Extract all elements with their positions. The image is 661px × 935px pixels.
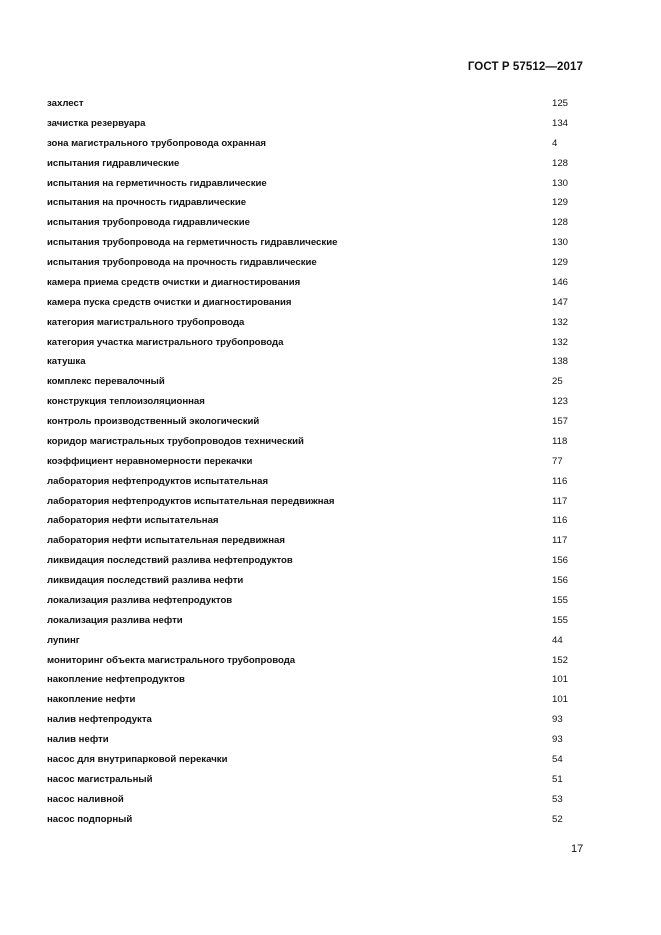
index-term: налив нефти bbox=[47, 734, 109, 745]
index-entry bbox=[47, 750, 587, 770]
index-term: коэффициент неравномерности перекачки bbox=[47, 455, 253, 467]
index-term: испытания трубопровода на герметичность гидравлические bbox=[47, 237, 338, 249]
index-entry bbox=[47, 432, 587, 452]
index-page-ref: 156 bbox=[552, 555, 569, 567]
index-entry bbox=[47, 511, 587, 531]
index-page-ref: 155 bbox=[552, 614, 569, 626]
index-page-ref: 128 bbox=[552, 217, 569, 229]
index-page-ref: 123 bbox=[552, 396, 569, 408]
index-page-ref: 147 bbox=[552, 296, 569, 308]
index-entry bbox=[47, 134, 587, 154]
index-term: захлест bbox=[47, 98, 84, 109]
index-page-ref: 146 bbox=[552, 276, 569, 288]
index-entry bbox=[47, 631, 587, 651]
index-entry bbox=[47, 313, 587, 333]
index-term: мониторинг объекта магистрального трубопровода bbox=[47, 654, 296, 666]
index-term: ликвидация последствий разлива нефтепродуктов bbox=[47, 555, 293, 567]
index-entry bbox=[47, 293, 587, 313]
index-page-ref: 138 bbox=[552, 356, 569, 368]
index-entry bbox=[47, 372, 587, 392]
index-page-ref: 93 bbox=[552, 734, 563, 745]
index-term: испытания трубопровода гидравлические bbox=[47, 217, 250, 229]
index-entry bbox=[47, 174, 587, 194]
index-entry bbox=[47, 253, 587, 273]
index-page-ref: 101 bbox=[552, 674, 569, 686]
index-page-ref: 129 bbox=[552, 197, 569, 209]
index-entry bbox=[47, 412, 587, 432]
index-entry bbox=[47, 591, 587, 611]
index-term: контроль производственный экологический bbox=[47, 416, 260, 427]
index-term: категория участка магистрального трубопровода bbox=[47, 336, 284, 348]
index-entry bbox=[47, 472, 587, 492]
index-term: коридор магистральных трубопроводов технический bbox=[47, 435, 304, 447]
index-entry bbox=[47, 94, 587, 114]
index-page-ref: 25 bbox=[552, 376, 563, 388]
index-term: лаборатория нефтепродуктов испытательная bbox=[47, 475, 269, 487]
index-entry bbox=[47, 770, 587, 790]
index-entry bbox=[47, 233, 587, 253]
index-term: накопление нефти bbox=[47, 694, 136, 706]
index-entry bbox=[47, 114, 587, 134]
index-term: насос наливной bbox=[47, 793, 124, 805]
index-page-ref: 77 bbox=[552, 455, 563, 467]
index-term: камера пуска средств очистки и диагностирования bbox=[47, 296, 292, 308]
index-page-ref: 101 bbox=[552, 694, 569, 706]
index-term: категория магистрального трубопровода bbox=[47, 316, 245, 328]
index-entry bbox=[47, 213, 587, 233]
index-page-ref: 51 bbox=[552, 773, 563, 785]
index-entry bbox=[47, 193, 587, 213]
index-page-ref: 44 bbox=[552, 634, 563, 646]
index-term: лаборатория нефти испытательная bbox=[47, 515, 219, 527]
index-entry bbox=[47, 392, 587, 412]
index-entry bbox=[47, 611, 587, 631]
index-term: лаборатория нефти испытательная передвижная bbox=[47, 535, 285, 547]
index-term: локализация разлива нефтепродуктов bbox=[47, 594, 233, 606]
index-page-ref: 128 bbox=[552, 157, 569, 169]
index-page-ref: 132 bbox=[552, 316, 569, 328]
index-entry bbox=[47, 670, 587, 690]
index-term: комплекс перевалочный bbox=[47, 376, 165, 388]
index-page-ref: 93 bbox=[552, 714, 563, 726]
index-page-ref: 118 bbox=[552, 435, 568, 447]
index-page-ref: 130 bbox=[552, 237, 569, 249]
index-entry bbox=[47, 273, 587, 293]
index-page-ref: 53 bbox=[552, 793, 563, 805]
index-page-ref: 156 bbox=[552, 575, 569, 586]
index-page-ref: 155 bbox=[552, 594, 569, 606]
index-term: насос магистральный bbox=[47, 773, 153, 785]
index-term: катушка bbox=[47, 356, 86, 368]
index-term: насос подпорный bbox=[47, 813, 133, 825]
index-page-ref: 4 bbox=[552, 137, 558, 149]
index-page-ref: 116 bbox=[552, 515, 568, 527]
index-entry bbox=[47, 690, 587, 710]
index-page-ref: 117 bbox=[552, 535, 568, 547]
index-term: лупинг bbox=[47, 634, 80, 646]
index-page-ref: 157 bbox=[552, 416, 569, 427]
index-term: ликвидация последствий разлива нефти bbox=[47, 575, 244, 586]
index-entry bbox=[47, 492, 587, 512]
index-term: лаборатория нефтепродуктов испытательная передвижная bbox=[47, 495, 335, 507]
index-page-ref: 152 bbox=[552, 654, 569, 666]
index-term: испытания трубопровода на прочность гидравлические bbox=[47, 257, 317, 268]
index-entry bbox=[47, 710, 587, 730]
index-entry bbox=[47, 333, 587, 353]
page-number: 17 bbox=[571, 843, 584, 855]
index-entry bbox=[47, 730, 587, 750]
index-entry bbox=[47, 571, 587, 591]
index-page-ref: 116 bbox=[552, 475, 568, 487]
index-page-ref: 125 bbox=[552, 98, 569, 109]
index-term: насос для внутрипарковой перекачки bbox=[47, 753, 228, 765]
index-term: камера приема средств очистки и диагностирования bbox=[47, 276, 301, 288]
index-page-ref: 132 bbox=[552, 336, 569, 348]
index-page-ref: 117 bbox=[552, 495, 568, 507]
index-entry bbox=[47, 154, 587, 174]
index-term: локализация разлива нефти bbox=[47, 614, 183, 626]
index-page-ref: 54 bbox=[552, 753, 563, 765]
index-term: зона магистрального трубопровода охранная bbox=[47, 137, 266, 149]
index-page-ref: 134 bbox=[552, 117, 569, 129]
index-entry bbox=[47, 452, 587, 472]
index-term: налив нефтепродукта bbox=[47, 714, 152, 726]
standard-designation: ГОСТ Р 57512—2017 bbox=[467, 61, 583, 73]
index-entry bbox=[47, 790, 587, 810]
index-entry bbox=[47, 810, 587, 830]
index-page-ref: 52 bbox=[552, 813, 563, 825]
index-term: конструкция теплоизоляционная bbox=[47, 396, 205, 408]
index-page-ref: 129 bbox=[552, 257, 569, 268]
index-entry bbox=[47, 651, 587, 671]
index-term: испытания на прочность гидравлические bbox=[47, 197, 247, 209]
index-page-ref: 130 bbox=[552, 177, 569, 189]
index-entry bbox=[47, 551, 587, 571]
term-index-list bbox=[47, 94, 587, 829]
index-entry bbox=[47, 352, 587, 372]
index-term: испытания на герметичность гидравлические bbox=[47, 177, 267, 189]
index-entry bbox=[47, 531, 587, 551]
index-term: испытания гидравлические bbox=[47, 157, 180, 169]
index-term: зачистка резервуара bbox=[47, 117, 146, 129]
index-term: накопление нефтепродуктов bbox=[47, 674, 185, 686]
